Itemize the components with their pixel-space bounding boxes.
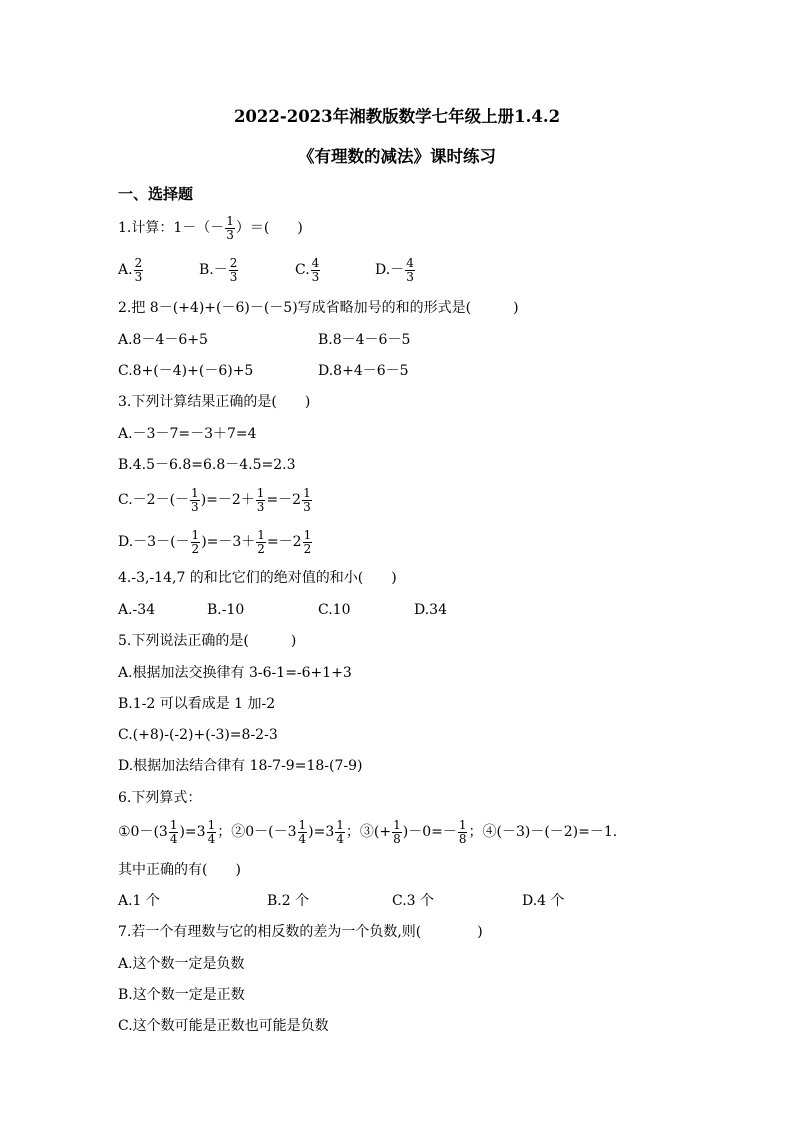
q4-option-b: B.-10 [207,602,245,618]
q4-option-a: A.-34 [118,602,156,618]
q5-option-b: B.1-2 可以看成是 1 加-2 [118,696,276,712]
q1-option-c: C. $\frac{4}{3}$ [295,255,320,284]
q7-option-c: C.这个数可能是正数也可能是负数 [118,1018,329,1034]
q7-option-a: A.这个数一定是负数 [118,956,245,972]
q2-option-a: A.8－4－6+5 [118,332,208,348]
q6-option-b: B.2 个 [267,893,310,909]
q3-option-b: B.4.5－6.8=6.8－4.5=2.3 [118,457,296,473]
q6-option-a: A.1 个 [118,893,160,909]
q2-option-b: B.8－4－6－5 [318,332,411,348]
q2-option-c: C.8+(－4)+(－6)+5 [118,363,254,379]
q1-stem-pre: 1.计算：1－（－ [118,220,225,236]
q3-option-d: D.－3－(－ $\frac{1}{2}$ )=－3＋ $\frac{1}{2}$ =－2 $\frac{1}{2}$ [118,527,312,556]
q1-option-d: D.－ $\frac{4}{3}$ [375,255,414,284]
title-line-1: 2022-2023年湘教版数学七年级上册1.4.2 [233,107,561,126]
question-6-stem: 6.下列算式： [118,790,202,806]
section-heading: 一、选择题 [118,185,194,203]
question-4-stem: 4.-3,-14,7 的和比它们的绝对值的和小( ) [118,570,397,586]
question-7-stem: 7.若一个有理数与它的相反数的差为一个负数,则( ) [118,924,483,940]
title-line-2: 《有理数的减法》课时练习 [298,147,496,166]
question-1-stem [118,214,303,242]
q5-option-a: A.根据加法交换律有 3-6-1=-6+1+3 [118,665,352,681]
q1-stem-post: ）＝( ) [235,220,303,236]
question-2-stem: 2.把 8－(+4)+(－6)－(－5)写成省略加号的和的形式是( ) [118,300,519,316]
q3-option-c: C.－2－(－ $\frac{1}{3}$ )=－2＋ $\frac{1}{3}$ =－2 $\frac{1}{3}$ [118,485,311,514]
question-5-stem: 5.下列说法正确的是( ) [118,633,297,649]
q3-option-a: A.－3－7=－3＋7=4 [118,426,257,442]
q6-option-c: C.3 个 [392,893,435,909]
question-3-stem: 3.下列计算结果正确的是( ) [118,394,311,410]
q7-option-b: B.这个数一定是正数 [118,987,245,1003]
q6-option-d: D.4 个 [522,893,565,909]
question-6-stem-2: 其中正确的有( ) [118,862,241,878]
q2-option-d: D.8+4－6－5 [318,363,409,379]
q5-option-c: C.(+8)-(-2)+(-3)=8-2-3 [118,727,278,743]
q4-option-d: D.34 [414,602,447,618]
q4-option-c: C.10 [318,602,351,618]
q6-expressions: ①0－(3 $\frac{1}{4}$ )=3 $\frac{1}{4}$ ；②0－(－3 $\frac{1}{4}$ )=3 $\frac{1}{4}$ ；③(+ $\frac{1}{8}$ )－0=－ $\frac{1}{8}$ ；④(－3)－(－2)=－1. [118,817,618,846]
q5-option-d: D.根据加法结合律有 18-7-9=18-(7-9) [118,758,363,774]
q1-option-b: B.－ $\frac{2}{3}$ [199,255,238,284]
q1-fraction: $\frac{1}{3}$ [226,213,234,242]
q1-option-a: A. $\frac{2}{3}$ [118,255,143,284]
